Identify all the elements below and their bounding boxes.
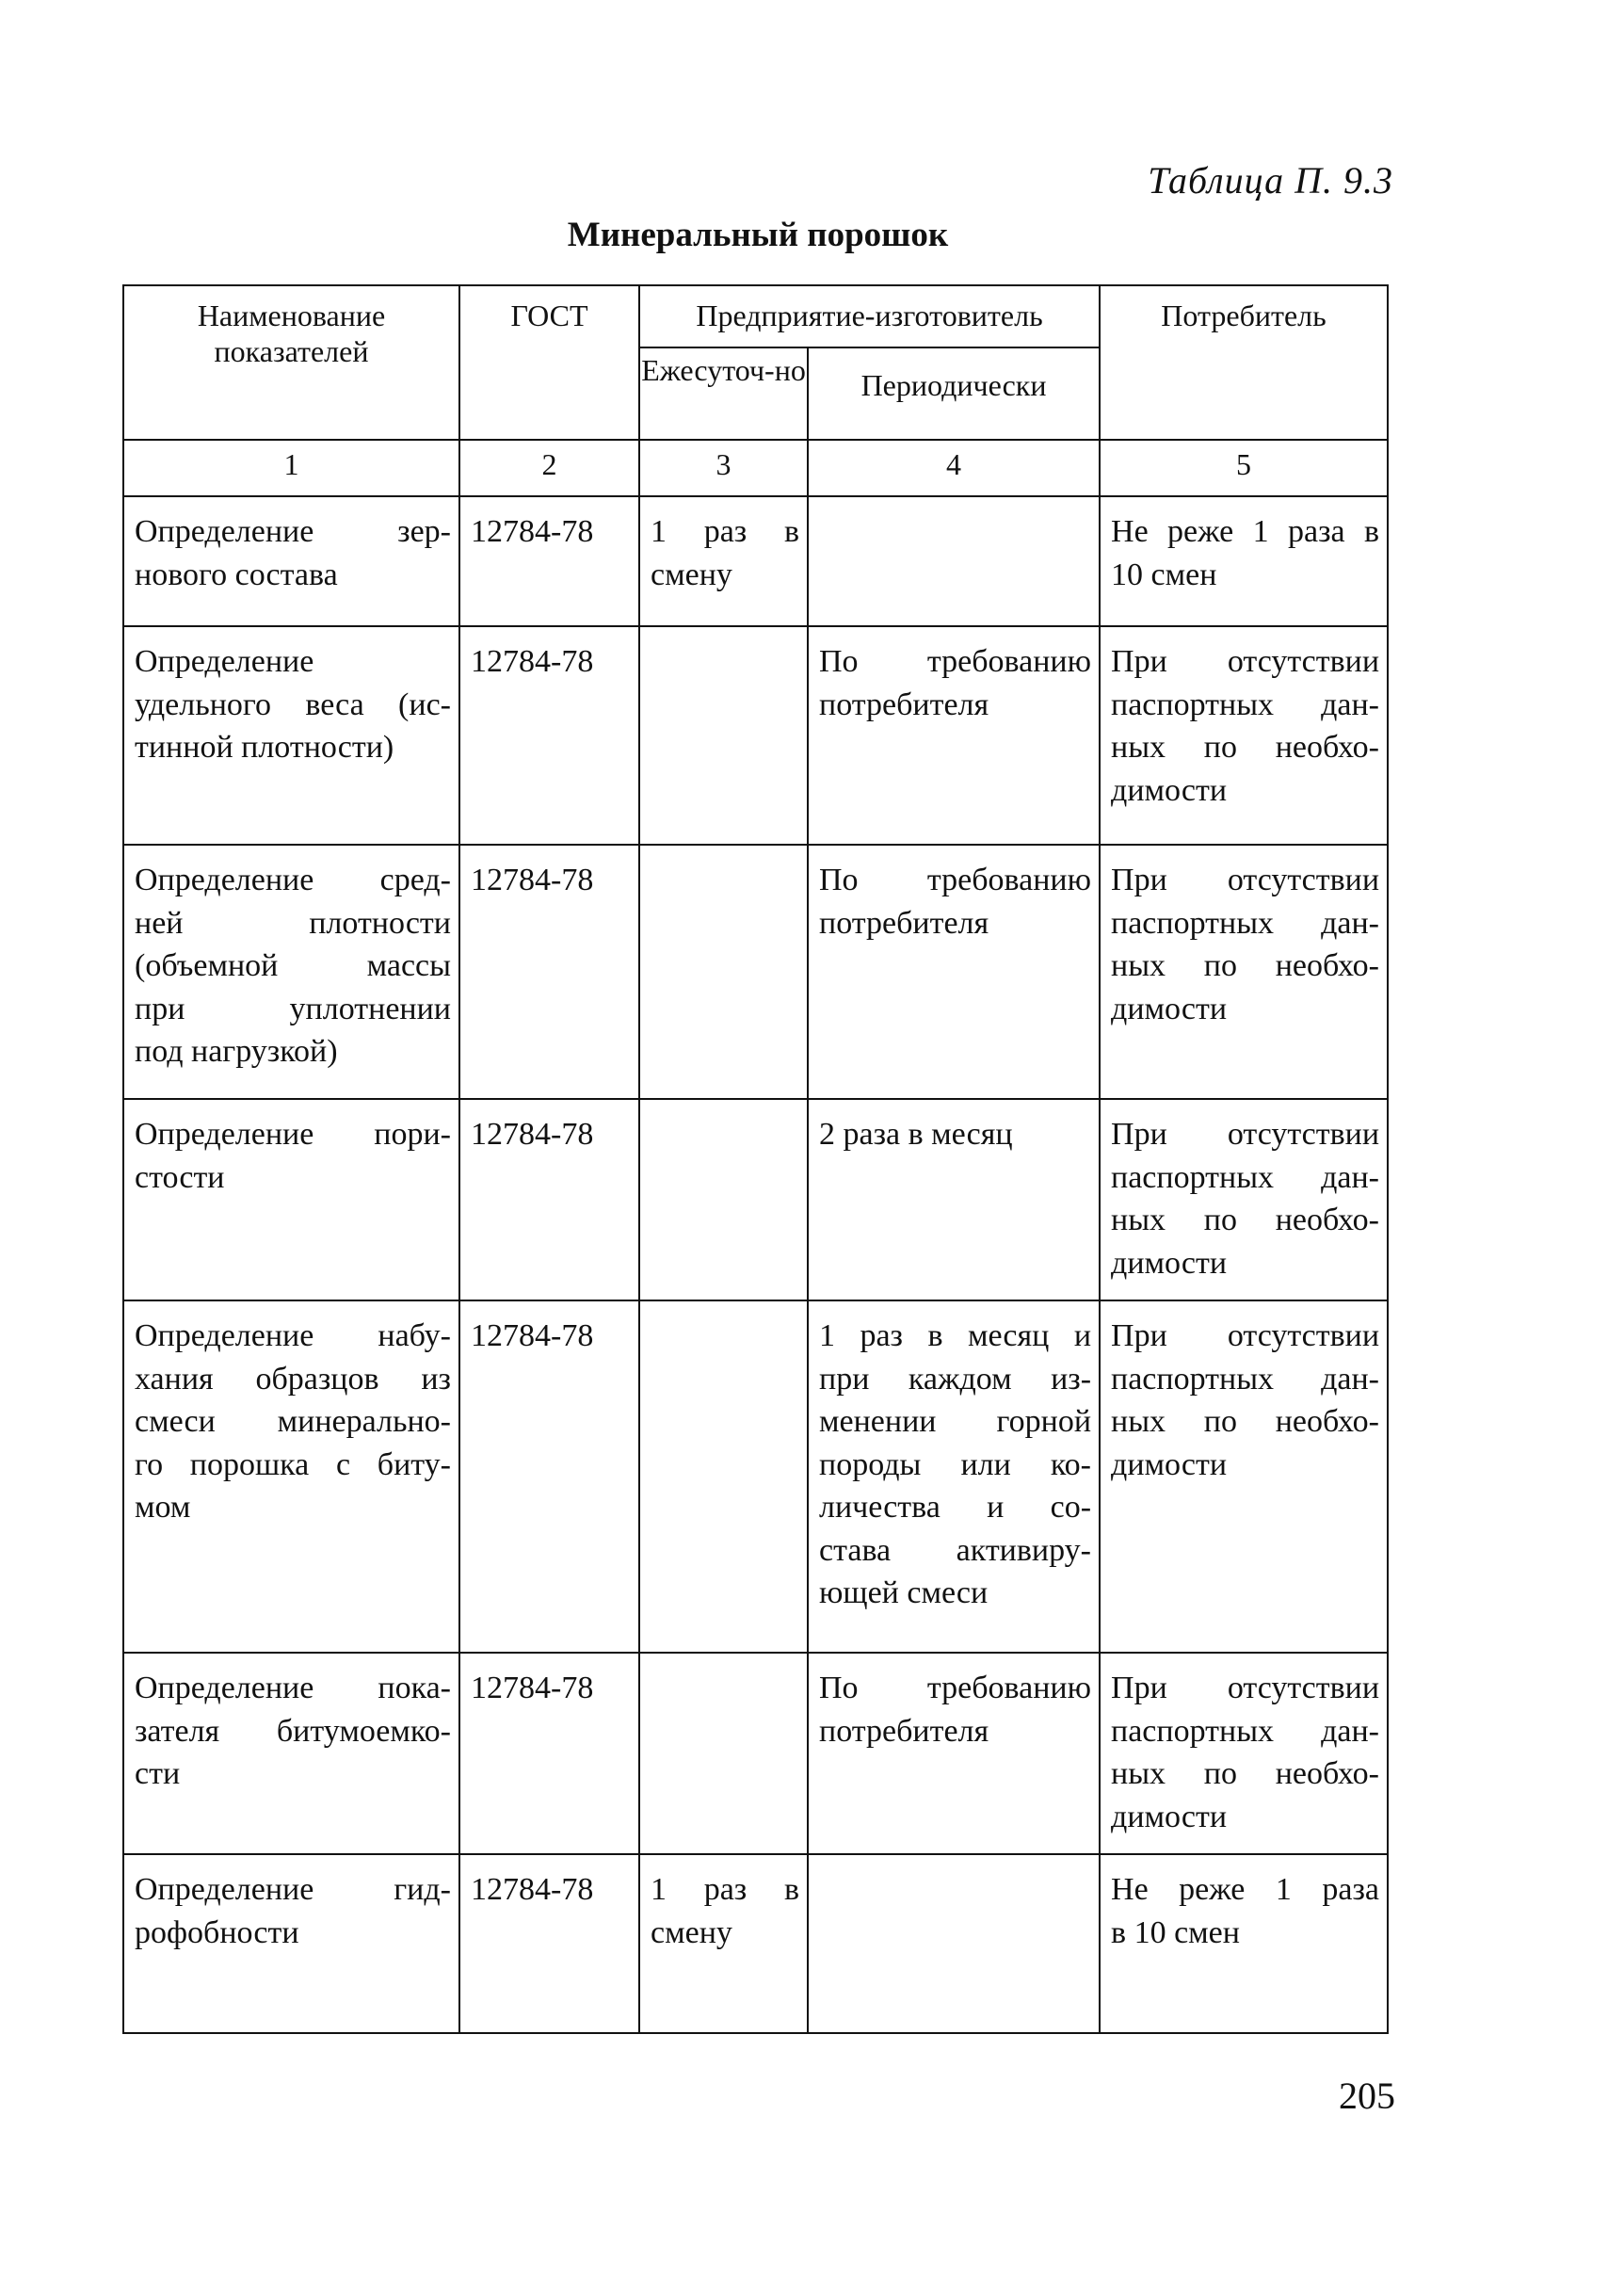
- cell-line: го порошка с биту-: [135, 1446, 451, 1482]
- column-number-row: [123, 440, 1388, 496]
- cell-line: Определение пори-: [135, 1117, 451, 1152]
- periodic-cell: [808, 1300, 1100, 1653]
- cell-line: При отсутствии: [1111, 1117, 1380, 1152]
- consumer-cell: [1100, 626, 1388, 845]
- cell-line: ней плотности: [135, 905, 451, 941]
- header-daily-text: Ежесуточ-но: [641, 353, 806, 387]
- daily-cell: [639, 845, 808, 1099]
- cell-line: стости: [135, 1159, 225, 1195]
- consumer-cell: [1100, 1099, 1388, 1300]
- cell-line: По требованию: [819, 1671, 1092, 1705]
- daily-cell: [639, 1653, 808, 1854]
- indicator-name-cell: [123, 1300, 459, 1653]
- header-producer: Предприятие-изготовитель: [639, 285, 1100, 347]
- data-table: [122, 284, 1389, 2034]
- header-daily: [639, 347, 808, 440]
- table-row: [123, 496, 1388, 626]
- cell-line: При отсутствии: [1111, 1318, 1380, 1353]
- cell-line: По требованию: [819, 644, 1092, 679]
- cell-line: димости: [1111, 772, 1228, 808]
- cell-line: Не реже 1 раза в: [1111, 514, 1380, 549]
- periodic-cell: [808, 626, 1100, 845]
- daily-cell: [639, 496, 808, 626]
- periodic-cell: [808, 1854, 1100, 2033]
- indicator-name-cell: [123, 496, 459, 626]
- consumer-cell: [1100, 845, 1388, 1099]
- cell-line: породы или ко-: [819, 1446, 1092, 1482]
- indicator-name-cell: [123, 845, 459, 1099]
- cell-line: ных по необхо-: [1111, 948, 1380, 983]
- table-row: [123, 1653, 1388, 1854]
- gost-cell: 12784-78: [459, 626, 639, 845]
- cell-line: сти: [135, 1756, 181, 1791]
- table-row: [123, 1854, 1388, 2033]
- indicator-name-cell: [123, 1653, 459, 1854]
- periodic-cell: [808, 845, 1100, 1099]
- daily-cell: [639, 1099, 808, 1300]
- cell-line: паспортных дан-: [1111, 1159, 1380, 1195]
- table-row: [123, 845, 1388, 1099]
- periodic-cell: [808, 1099, 1100, 1300]
- cell-line: рофобности: [135, 1914, 299, 1950]
- cell-line: нового состава: [135, 557, 338, 592]
- cell-line: При отсутствии: [1111, 863, 1380, 897]
- indicator-name-cell: [123, 626, 459, 845]
- cell-line: под нагрузкой): [135, 1034, 338, 1069]
- column-number-5: 5: [1100, 440, 1388, 496]
- cell-line: мом: [135, 1490, 191, 1525]
- consumer-cell: [1100, 1653, 1388, 1854]
- column-number-3: 3: [639, 440, 808, 496]
- header-consumer: Потребитель: [1100, 285, 1388, 440]
- cell-line: 1 раз в: [651, 514, 799, 549]
- cell-line: Определение гид-: [135, 1872, 451, 1907]
- cell-line: зателя битумоемко-: [135, 1713, 451, 1749]
- cell-line: при уплотнении: [135, 991, 451, 1026]
- cell-line: Определение: [135, 644, 314, 679]
- cell-line: димости: [1111, 991, 1228, 1026]
- gost-cell: 12784-78: [459, 496, 639, 626]
- header-row: [123, 285, 1388, 347]
- cell-line: в 10 смен: [1111, 1914, 1240, 1950]
- cell-line: При отсутствии: [1111, 1671, 1380, 1705]
- cell-line: при каждом из-: [819, 1361, 1092, 1397]
- cell-line: става активиру-: [819, 1532, 1092, 1568]
- cell-line: По требованию: [819, 863, 1092, 897]
- cell-line: смеси минерально-: [135, 1404, 451, 1439]
- cell-line: потребителя: [819, 905, 989, 941]
- consumer-cell: [1100, 1300, 1388, 1653]
- cell-line: 1 раз в месяц и: [819, 1318, 1092, 1353]
- cell-line: ных по необхо-: [1111, 1756, 1380, 1791]
- periodic-cell: [808, 1653, 1100, 1854]
- table-row: [123, 1099, 1388, 1300]
- cell-line: паспортных дан-: [1111, 1361, 1380, 1397]
- header-periodic: Периодически: [808, 347, 1100, 440]
- cell-line: потребителя: [819, 686, 989, 722]
- consumer-cell: [1100, 1854, 1388, 2033]
- cell-line: менении горной: [819, 1404, 1092, 1439]
- cell-line: 10 смен: [1111, 557, 1217, 592]
- header-gost: ГОСТ: [459, 285, 639, 440]
- cell-line: паспортных дан-: [1111, 686, 1380, 722]
- cell-line: димости: [1111, 1245, 1228, 1281]
- table-caption: Таблица П. 9.3: [1148, 159, 1393, 202]
- cell-line: Определение набу-: [135, 1318, 451, 1353]
- table-title: Минеральный порошок: [567, 216, 949, 254]
- gost-cell: 12784-78: [459, 1653, 639, 1854]
- cell-line: потребителя: [819, 1713, 989, 1749]
- cell-line: ющей смеси: [819, 1575, 989, 1610]
- column-number-1: 1: [123, 440, 459, 496]
- consumer-cell: [1100, 496, 1388, 626]
- gost-cell: 12784-78: [459, 1854, 639, 2033]
- gost-cell: 12784-78: [459, 1300, 639, 1653]
- daily-cell: [639, 1854, 808, 2033]
- table-row: [123, 626, 1388, 845]
- cell-line: Определение пока-: [135, 1671, 451, 1705]
- daily-cell: [639, 1300, 808, 1653]
- cell-line: Определение сред-: [135, 863, 451, 897]
- page-number: 205: [1339, 2075, 1395, 2117]
- cell-line: 2 раза в месяц: [819, 1117, 1013, 1152]
- cell-line: личества и со-: [819, 1490, 1092, 1525]
- cell-line: димости: [1111, 1799, 1228, 1834]
- daily-cell: [639, 626, 808, 845]
- gost-cell: 12784-78: [459, 1099, 639, 1300]
- cell-line: Не реже 1 раза: [1111, 1872, 1380, 1907]
- gost-cell: 12784-78: [459, 845, 639, 1099]
- cell-line: удельного веса (ис-: [135, 686, 451, 722]
- periodic-cell: [808, 496, 1100, 626]
- indicator-name-cell: [123, 1099, 459, 1300]
- cell-line: ных по необхо-: [1111, 1203, 1380, 1237]
- cell-line: хания образцов из: [135, 1361, 451, 1397]
- cell-line: Определение зер-: [135, 514, 451, 549]
- column-number-2: 2: [459, 440, 639, 496]
- cell-line: ных по необхо-: [1111, 1404, 1380, 1439]
- indicator-name-cell: [123, 1854, 459, 2033]
- header-name: Наименование показателей: [123, 285, 459, 440]
- cell-line: ных по необхо-: [1111, 730, 1380, 765]
- cell-line: (объемной массы: [135, 948, 451, 983]
- cell-line: димости: [1111, 1446, 1228, 1482]
- cell-line: паспортных дан-: [1111, 905, 1380, 941]
- cell-line: паспортных дан-: [1111, 1713, 1380, 1749]
- cell-line: тинной плотности): [135, 730, 394, 765]
- column-number-4: 4: [808, 440, 1100, 496]
- cell-line: смену: [651, 1914, 732, 1950]
- table-row: [123, 1300, 1388, 1653]
- cell-line: 1 раз в: [651, 1872, 799, 1907]
- cell-line: При отсутствии: [1111, 644, 1380, 679]
- cell-line: смену: [651, 557, 732, 592]
